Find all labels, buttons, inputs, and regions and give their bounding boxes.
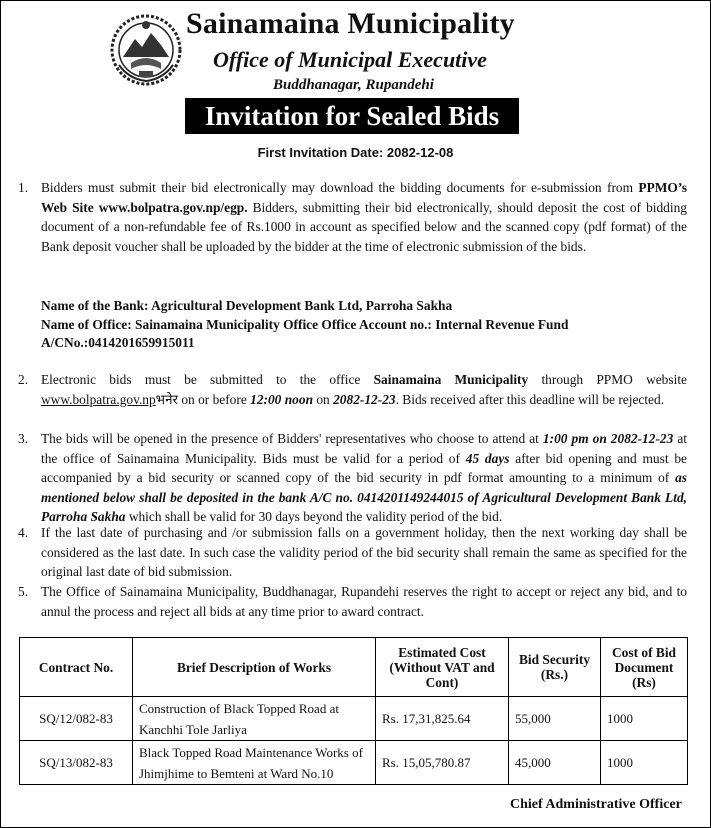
municipality-name: Sainamaina Municipality bbox=[186, 7, 515, 40]
item-number: 2. bbox=[18, 372, 29, 387]
notice-title-banner: Invitation for Sealed Bids bbox=[185, 98, 519, 134]
column-header: Bid Security (Rs.) bbox=[509, 638, 601, 697]
account-number: A/CNo.:0414201659915011 bbox=[41, 335, 195, 351]
item-number: 5. bbox=[18, 584, 29, 599]
contract-no: SQ/13/082-83 bbox=[20, 741, 133, 785]
office-account: Name of Office: Sainamaina Municipality Office Office Account no.: Internal Revenue Fund bbox=[41, 316, 569, 332]
item-number: 1. bbox=[18, 180, 29, 195]
nepal-emblem-icon bbox=[109, 13, 183, 87]
bid-document-cost: 1000 bbox=[601, 697, 688, 741]
column-header: Cost of Bid Document (Rs) bbox=[601, 638, 688, 697]
bolpatra-link[interactable]: www.bolpatra.gov.np bbox=[41, 391, 156, 407]
table-row bbox=[20, 697, 688, 741]
table-row bbox=[20, 741, 688, 785]
column-header: Estimated Cost (Without VAT and Cont) bbox=[376, 638, 509, 697]
bid-security: 45,000 bbox=[509, 741, 601, 785]
first-invitation-date: First Invitation Date: 2082-12-08 bbox=[257, 145, 454, 160]
notice-item-4: If the last date of purchasing and /or submission falls on a government holiday, then the next working day shall be considered as the last date. In such case the validity period of the bid security shall remain the same as specified for the original last date of bid submission. bbox=[41, 525, 687, 580]
bank-name: Name of the Bank: Agricultural Development Bank Ltd, Parroha Sakha bbox=[41, 298, 453, 313]
ppmo-website[interactable]: PPMO’s Web Site www.bolpatra.gov.np/egp. bbox=[41, 180, 687, 215]
bank-details bbox=[41, 297, 687, 353]
table-header-row bbox=[20, 638, 688, 697]
office-location: Buddhanagar, Rupandehi bbox=[273, 77, 434, 93]
work-description: Black Topped Road Maintenance Works of Jhimjhime to Bemteni at Ward No.10 bbox=[133, 741, 376, 785]
notice-item-1: Bidders must submit their bid electronically may download the bidding documents for e-submission from PPMO’s Web Site www.bolpatra.gov.np/egp. Bidders, submitting their bid electronically, should deposit the cost of bidding document of a non-refundable fee of Rs.1000 in account as specified below and the scanned copy (pdf format) of the Bank deposit voucher shall be uploaded by the bidder at the time of electronic submission of the bids. bbox=[41, 180, 687, 254]
work-description: Construction of Black Topped Road at Kanchhi Tole Jarliya bbox=[133, 697, 376, 741]
office-name: Office of Municipal Executive bbox=[213, 47, 487, 72]
item-number: 3. bbox=[18, 431, 29, 446]
contracts-table bbox=[19, 637, 688, 785]
notice-item-3: The bids will be opened in the presence of Bidders' representatives who choose to attend at 1:00 pm on 2082-12-23 at the office of Sainamaina Municipality. Bids must be valid for a period of 45 days after bid opening and must be accompanied by a bid security or scanned copy of the bid security in pdf format amounting to a minimum of as mentioned below shall be deposited in the bank A/C no. 0414201149244015 of Agricultural Development Bank Ltd, Parroha Sakha which shall be valid for 30 days beyond the validity period of the bid. bbox=[41, 431, 687, 525]
notice-item-2: Electronic bids must be submitted to the office Sainamaina Municipality through PPMO website www.bolpatra.gov.npभनेर on or before 12:00 noon on 2082-12-23. Bids received after this deadline will be rejected. bbox=[41, 372, 687, 407]
bid-security: 55,000 bbox=[509, 697, 601, 741]
signatory-title: Chief Administrative Officer bbox=[510, 797, 682, 812]
bid-document-cost: 1000 bbox=[601, 741, 688, 785]
item-number: 4. bbox=[18, 525, 29, 540]
estimated-cost: Rs. 17,31,825.64 bbox=[376, 697, 509, 741]
estimated-cost: Rs. 15,05,780.87 bbox=[376, 741, 509, 785]
column-header: Brief Description of Works bbox=[133, 638, 376, 697]
column-header: Contract No. bbox=[20, 638, 133, 697]
contract-no: SQ/12/082-83 bbox=[20, 697, 133, 741]
notice-item-5: The Office of Sainamaina Municipality, Buddhanagar, Rupandehi reserves the right to accept or reject any bid, and to annul the process and reject all bids at any time prior to award contract. bbox=[41, 584, 687, 619]
